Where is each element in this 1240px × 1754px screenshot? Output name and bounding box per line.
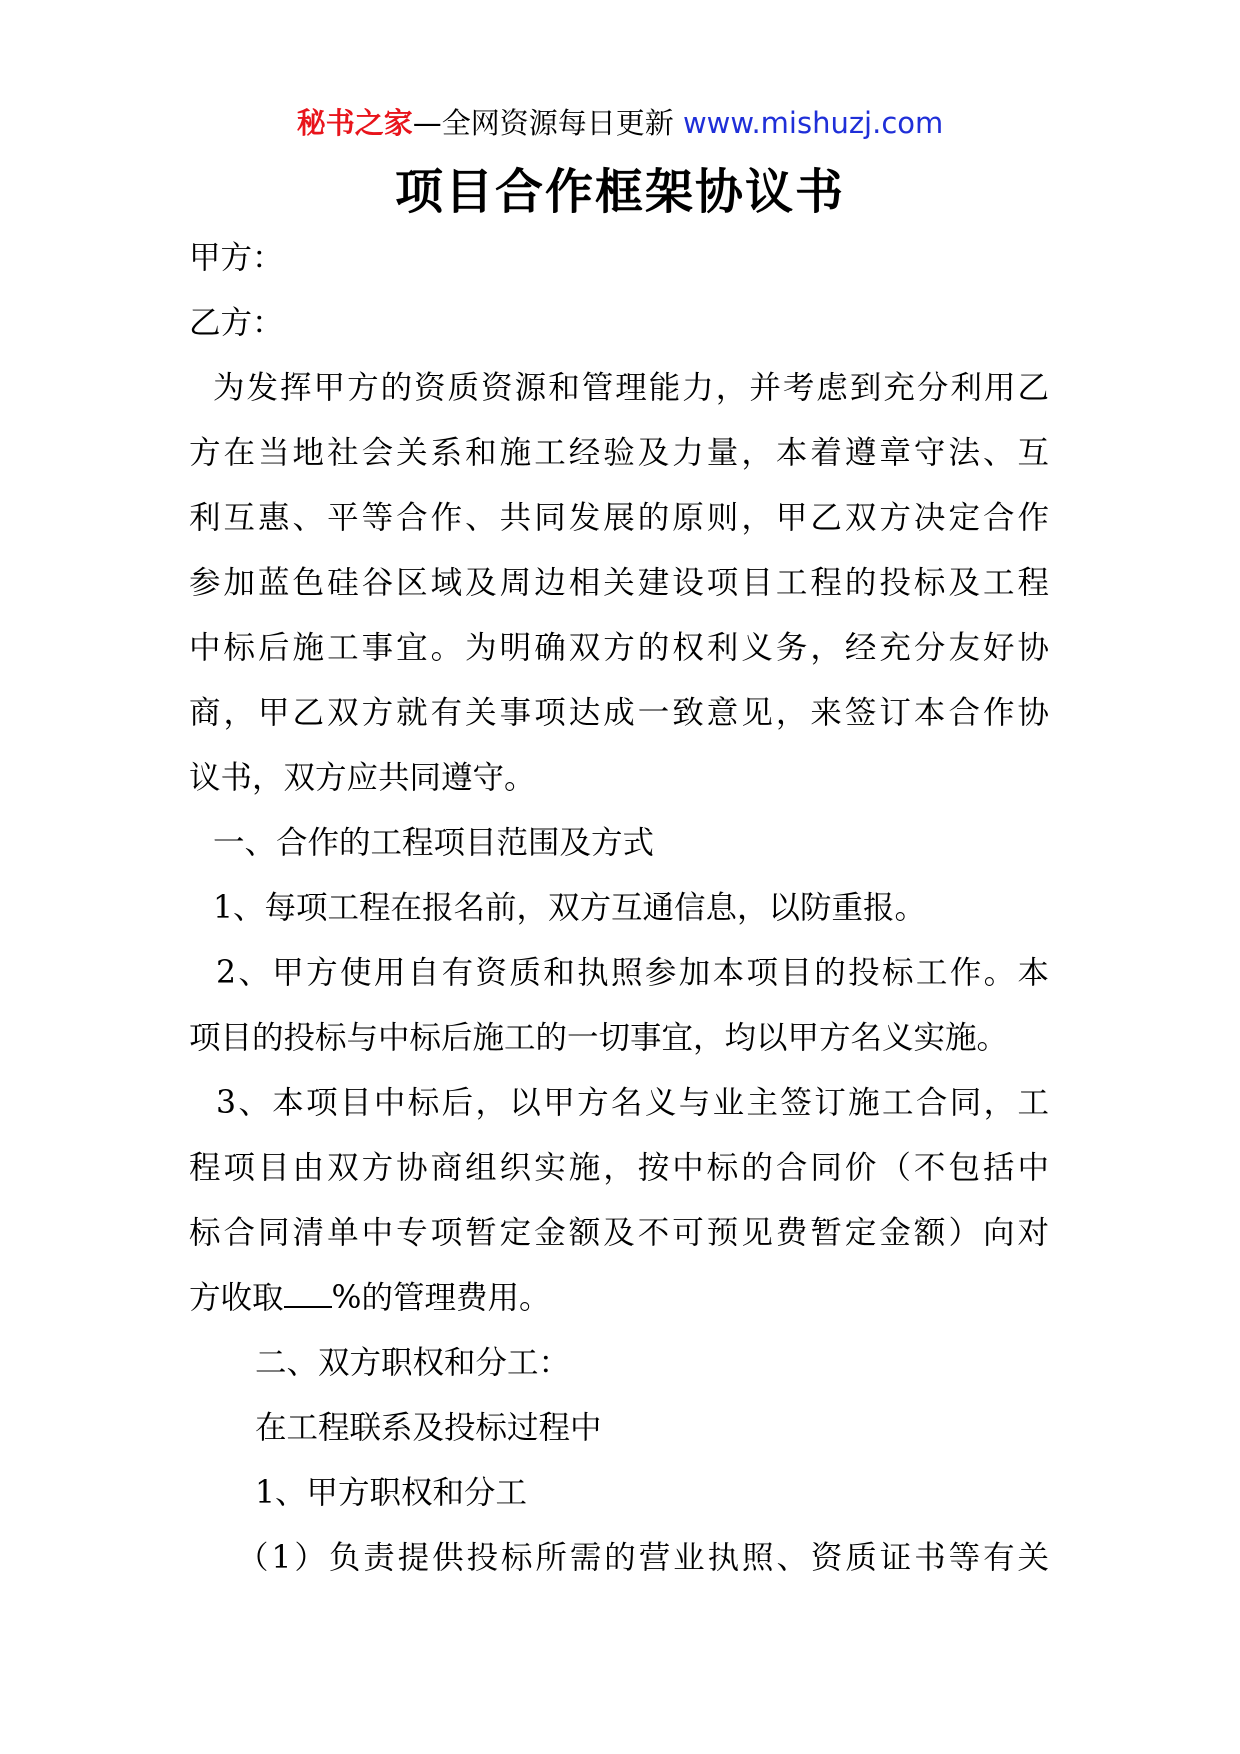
fee-prefix: 方收取 [189, 1280, 284, 1316]
document-body [189, 226, 1049, 1591]
document-title: 项目合作框架协议书 [394, 164, 845, 220]
fee-suffix: %的管理费用。 [331, 1280, 551, 1316]
section-2-sub-1-heading: 1、甲方职权和分工 [255, 1475, 528, 1511]
section-1-item-3-last-line [189, 1266, 1049, 1331]
section-1-heading: 一、合作的工程项目范围及方式 [213, 825, 655, 861]
section-1-item-1: 1、每项工程在报名前，双方互通信息，以防重报。 [213, 890, 927, 926]
intro-line: 参加蓝色硅谷区域及周边相关建设项目工程的投标及工程 [189, 565, 1049, 601]
intro-line: 议书，双方应共同遵守。 [189, 760, 536, 796]
section-1-item-3-line: 标合同清单中专项暂定金额及不可预见费暂定金额）向对 [189, 1215, 1049, 1251]
party-a-label: 甲方： [189, 240, 284, 276]
section-2-intro: 在工程联系及投标过程中 [255, 1410, 602, 1446]
section-1-item-3-line: 程项目由双方协商组织实施，按中标的合同价（不包括中 [189, 1150, 1049, 1186]
section-2-sub-1-item-1: （1）负责提供投标所需的营业执照、资质证书等有关 [237, 1540, 1049, 1576]
intro-line: 为发挥甲方的资质资源和管理能力，并考虑到充分利用乙 [213, 370, 1049, 406]
section-2-heading: 二、双方职权和分工： [255, 1345, 571, 1381]
section-1-item-2-line: 2、甲方使用自有资质和执照参加本项目的投标工作。本 [216, 955, 1049, 991]
section-1-item-3-line: 3、本项目中标后，以甲方名义与业主签订施工合同，工 [216, 1085, 1049, 1121]
intro-line: 中标后施工事宜。为明确双方的权利义务，经充分友好协 [189, 630, 1049, 666]
header-tagline: —全网资源每日更新 [412, 106, 683, 140]
fee-percent-blank [284, 1276, 332, 1308]
brand-name: 秘书之家 [296, 106, 413, 140]
section-1-item-2-line: 项目的投标与中标后施工的一切事宜，均以甲方名义实施。 [189, 1020, 1009, 1056]
intro-line: 方在当地社会关系和施工经验及力量，本着遵章守法、互 [189, 435, 1049, 471]
party-b-label: 乙方： [189, 305, 284, 341]
intro-line: 利互惠、平等合作、共同发展的原则，甲乙双方决定合作 [189, 500, 1049, 536]
site-header [0, 103, 1240, 143]
site-url-link[interactable]: www.mishuzj.com [682, 106, 944, 140]
intro-line: 商，甲乙双方就有关事项达成一致意见，来签订本合作协 [189, 695, 1049, 731]
